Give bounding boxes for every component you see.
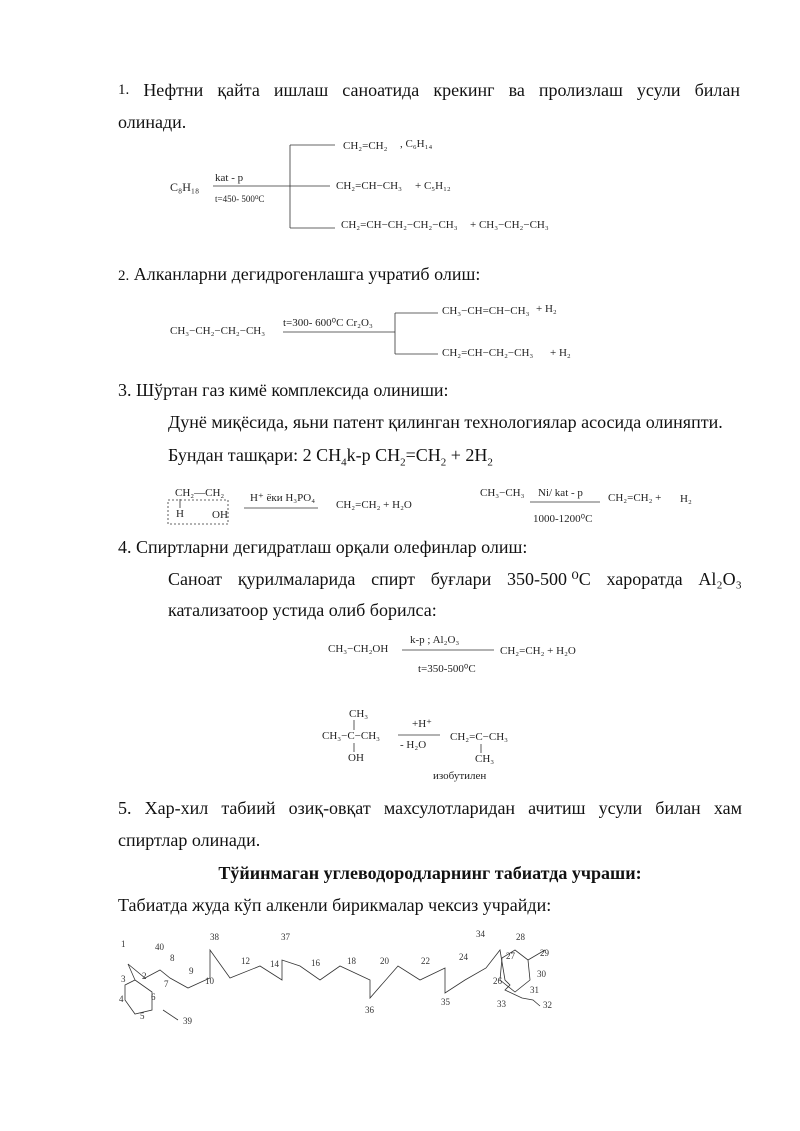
atom-num: 28 xyxy=(516,932,525,942)
r3-prod: CH₂=CH₂ + H₂O xyxy=(336,499,412,511)
word: Саноат xyxy=(168,569,223,589)
atom-num: 24 xyxy=(459,952,468,962)
atom-num: 16 xyxy=(311,958,320,968)
text: k-p CH xyxy=(346,445,401,465)
r4-h2: H₂ xyxy=(680,493,692,505)
word: саноатида xyxy=(342,80,420,100)
word: қайта xyxy=(217,80,260,100)
r5-prod: CH₂=CH₂ + H₂O xyxy=(500,645,576,657)
r1-p1: CH₂=CH₂ xyxy=(343,140,388,152)
r2-p2b: + H₂ xyxy=(550,347,571,359)
sec1-num: 1. xyxy=(118,82,130,98)
r2-reactant: CH₃−CH₂−CH₂−CH₃ xyxy=(170,325,266,337)
r5-react: CH₃−CH₂OH xyxy=(328,643,389,655)
atom-num: 12 xyxy=(241,956,250,966)
r2-p1: CH₃−CH=CH−CH₃ xyxy=(442,305,530,317)
text: =CH xyxy=(405,445,441,465)
carotene-chain xyxy=(128,950,540,1006)
sec4-title: 4. Спиртларни дегидратлаш орқали олефинлар олиш: xyxy=(118,537,528,557)
word: ачитиш xyxy=(528,798,586,818)
atom-num: 6 xyxy=(151,992,156,1002)
text: Бундан ташқари: 2 CH xyxy=(168,445,342,465)
word: усули xyxy=(598,798,643,818)
atom-num: 26 xyxy=(493,976,502,986)
r3-oh: OH xyxy=(212,509,228,521)
r1-p2b: + C₅H₁₂ xyxy=(415,180,451,192)
atom-num: 32 xyxy=(543,1000,552,1010)
word: ва xyxy=(508,80,525,100)
word: қурилмаларида xyxy=(237,569,356,589)
sec4-line2: катализатоор устида олиб борилса: xyxy=(168,600,437,620)
r1-cond-bot: t=450- 500⁰C xyxy=(215,194,265,204)
r1-p2: CH₂=CH−CH₃ xyxy=(336,180,402,192)
atom-num: 14 xyxy=(270,959,279,969)
r3-h: H xyxy=(176,508,184,520)
r6-cond-top: +H⁺ xyxy=(412,718,432,730)
atom-num: 34 xyxy=(476,929,485,939)
atom-num: 35 xyxy=(441,997,450,1007)
atom-num: 20 xyxy=(380,956,389,966)
atom-num: 7 xyxy=(164,979,169,989)
r2-p1b: + H₂ xyxy=(536,303,557,315)
word: ишлаш xyxy=(273,80,329,100)
r6-cond-bot: - H₂O xyxy=(400,739,427,751)
word: Al₂O₃ xyxy=(698,569,742,589)
word: билан xyxy=(694,80,740,100)
word: Нефтни xyxy=(143,80,204,100)
sec3-title: 3. Шўртан газ кимё комплексида олиниши: xyxy=(118,380,449,400)
r2-p2: CH₂=CH−CH₂−CH₃ xyxy=(442,347,534,359)
r1-p3: CH₂=CH−CH₂−CH₂−CH₃ xyxy=(341,219,458,231)
atom-num: 30 xyxy=(537,969,546,979)
atom-num: 38 xyxy=(210,932,219,942)
r3-cond: H⁺ ёки H₃PO₄ xyxy=(250,492,316,504)
sec2-text: Алканларни дегидрогенлашга учратиб олиш: xyxy=(133,264,481,284)
text: + 2H xyxy=(446,445,488,465)
ring-right xyxy=(500,950,530,992)
word: крекинг xyxy=(433,80,495,100)
atom-num: 18 xyxy=(347,956,356,966)
sec3-line1: Дунё миқёсида, яьни патент қилинган технологиялар асосида олиняпти. xyxy=(168,412,723,432)
atom-num: 31 xyxy=(530,985,539,995)
atom-num: 37 xyxy=(281,932,290,942)
r4-cond-top: Ni/ kat - p xyxy=(538,487,583,499)
sub: 2 xyxy=(400,456,406,469)
atom-num: 3 xyxy=(121,974,126,984)
r6-prod: CH₂=C−CH₃ xyxy=(450,731,508,743)
r3-box xyxy=(168,500,228,524)
sec2-num: 2. xyxy=(118,268,130,284)
atom-num: 40 xyxy=(155,942,164,952)
r1-p1b: , C₆H₁₄ xyxy=(400,138,433,150)
word: Хар-хил xyxy=(144,798,209,818)
heading: Тўйинмаган углеводородларнинг табиатда учраши: xyxy=(218,863,642,883)
word: хароратда xyxy=(606,569,683,589)
r6-name: изобутилен xyxy=(433,770,487,782)
atom-num: 8 xyxy=(170,953,175,963)
atom-num: 9 xyxy=(189,966,194,976)
r3-top: CH₂—CH₂ xyxy=(175,487,225,499)
atom-num: 2 xyxy=(142,971,147,981)
r1-reactant: C₈H₁₈ xyxy=(170,180,200,194)
intro: Табиатда жуда кўп алкенли бирикмалар чексиз учрайди: xyxy=(118,895,552,915)
word: 5. xyxy=(118,798,132,818)
word: хам xyxy=(713,798,742,818)
word: табиий xyxy=(221,798,276,818)
r6-oh: OH xyxy=(348,752,364,764)
atom-num: 5 xyxy=(140,1011,145,1021)
r2-cond: t=300- 600⁰C Cr₂O₃ xyxy=(283,317,373,329)
r5-cond-bot: t=350-500⁰C xyxy=(418,663,476,675)
atom-num: 4 xyxy=(119,994,124,1004)
atom-num: 39 xyxy=(183,1016,192,1026)
word: пролизлаш xyxy=(538,80,623,100)
atom-num: 29 xyxy=(540,948,549,958)
word: билан xyxy=(655,798,701,818)
r4-cond-bot: 1000-1200⁰C xyxy=(533,513,593,525)
r6-prod-ch3: CH₃ xyxy=(475,753,495,765)
atom-num: 33 xyxy=(497,999,506,1009)
r1-cond-top: kat - p xyxy=(215,172,244,184)
word: усули xyxy=(636,80,681,100)
atom-num: 1 xyxy=(121,939,126,949)
word: спирт xyxy=(371,569,416,589)
sub: 2 xyxy=(440,456,447,469)
atom-num: 22 xyxy=(421,956,430,966)
sub: 2 xyxy=(487,456,493,469)
atom-num: 27 xyxy=(506,951,515,961)
sec1-line2: олинади. xyxy=(118,112,187,132)
word: 350-500 ⁰C xyxy=(507,569,591,589)
atom-num: 36 xyxy=(365,1005,374,1015)
ring-left xyxy=(125,980,152,1014)
sec5-line2: спиртлар олинади. xyxy=(118,830,261,850)
r5-cond-top: k-p ; Al₂O₃ xyxy=(410,634,460,646)
r4-react: CH₃−CH₃ xyxy=(480,487,525,499)
word: махсулотларидан xyxy=(383,798,516,818)
r6-ch3-top: CH₃ xyxy=(349,708,369,720)
r4-prod: CH₂=CH₂ + xyxy=(608,492,662,504)
word: буғлари xyxy=(430,569,492,589)
word: озиқ-овқат xyxy=(288,798,371,818)
sub: 4 xyxy=(341,456,347,469)
r6-main: CH₃−C−CH₃ xyxy=(322,730,380,742)
r1-p3b: + CH₃−CH₂−CH₃ xyxy=(470,219,549,231)
atom-num: 10 xyxy=(205,976,214,986)
